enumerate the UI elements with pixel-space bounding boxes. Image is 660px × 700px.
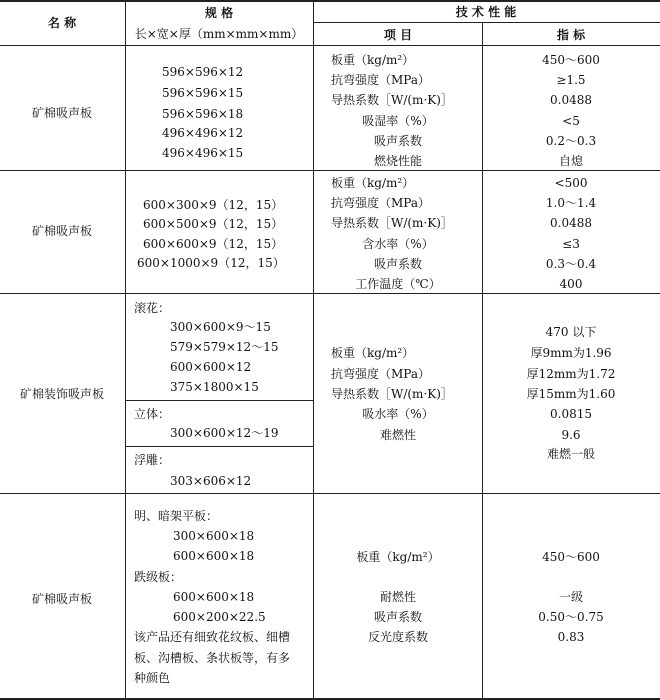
- group-1-value-2: ≥1.5: [556, 73, 586, 87]
- group-1-item-1: 板重（kg/m²）: [331, 53, 415, 67]
- group-3-section-3-label: 浮雕：: [134, 453, 171, 467]
- group-1-spec-2: 596×596×15: [162, 86, 244, 100]
- group-4-value-3: 0.50～0.75: [538, 610, 604, 624]
- group-1-item-6: 燃烧性能: [373, 154, 423, 168]
- group-3-section-2-label: 立体：: [134, 407, 171, 421]
- group-4-note-line-2: 板、沟槽板、条状板等，有多: [134, 651, 291, 665]
- group-3-value-2: 厚9mm为1.96: [530, 346, 612, 360]
- group-1-value-3: 0.0488: [550, 93, 592, 107]
- group-2-item-4: 含水率（%）: [362, 237, 434, 251]
- group-3-spec-4: 375×1800×15: [170, 380, 259, 394]
- rule-group-3-bottom: [0, 493, 660, 494]
- group-1-item-5: 吸声系数: [373, 134, 423, 148]
- group-2-item-2: 抗弯强度（MPa）: [331, 196, 430, 210]
- group-1-value-4: <5: [562, 114, 580, 128]
- group-3-item-4: 吸水率（%）: [362, 407, 434, 421]
- group-1-item-3: 导热系数［W/(m·K)］: [331, 93, 453, 107]
- rule-header-bottom: [0, 45, 660, 46]
- rule-col-1: [125, 0, 126, 700]
- group-2-value-6: 400: [559, 277, 583, 291]
- rule-sub-2: [125, 446, 313, 447]
- group-3-item-1: 板重（kg/m²）: [331, 346, 415, 360]
- group-2-item-1: 板重（kg/m²）: [331, 176, 415, 190]
- group-1-spec-5: 496×496×15: [162, 146, 244, 160]
- group-2-value-4: ≤3: [562, 237, 580, 251]
- group-4-spec-4: 600×200×22.5: [173, 610, 266, 624]
- group-4-section-2-label: 跌级板：: [134, 570, 183, 584]
- group-4-note-line-1: 该产品还有细致花纹板、细槽: [134, 630, 291, 644]
- group-3-value-7: 难燃一般: [546, 447, 596, 461]
- group-4-spec-1: 300×600×18: [173, 529, 255, 543]
- group-3-spec-5: 300×600×12～19: [170, 426, 279, 440]
- group-3-value-5: 0.0815: [550, 407, 592, 421]
- group-3-value-4: 厚15mm为1.60: [526, 387, 616, 401]
- group-4-value-2: 一级: [558, 590, 584, 604]
- group-2-value-3: 0.0488: [550, 216, 592, 230]
- group-4-item-3: 吸声系数: [373, 610, 423, 624]
- group-2-item-6: 工作温度（℃）: [355, 277, 441, 291]
- group-3-spec-1: 300×600×9～15: [170, 320, 271, 334]
- group-2-item-5: 吸声系数: [373, 257, 423, 271]
- group-1-value-6: 自熄: [558, 154, 584, 168]
- rule-group-2-bottom: [0, 293, 660, 294]
- group-1-spec-1: 596×596×12: [162, 65, 244, 79]
- group-2-value-1: <500: [554, 176, 588, 190]
- group-4-item-2: 耐燃性: [379, 590, 417, 604]
- group-3-item-2: 抗弯强度（MPa）: [331, 367, 430, 381]
- group-4-value-4: 0.83: [557, 630, 585, 644]
- group-1-value-1: 450～600: [542, 53, 600, 67]
- group-2-name: 矿棉吸声板: [31, 224, 93, 238]
- group-3-value-1: 470 以下: [545, 325, 597, 339]
- group-3-section-1-label: 滚花：: [134, 301, 171, 315]
- rule-group-1-bottom: [0, 170, 660, 171]
- group-4-section-1-label: 明、暗架平板：: [134, 509, 219, 523]
- group-2-value-2: 1.0～1.4: [545, 196, 597, 210]
- group-1-item-2: 抗弯强度（MPa）: [331, 73, 430, 87]
- header-spec: 规 格: [204, 6, 234, 20]
- group-4-item-1: 板重（kg/m²）: [356, 550, 440, 564]
- group-4-name: 矿棉吸声板: [31, 592, 93, 606]
- group-1-name: 矿棉吸声板: [31, 106, 93, 120]
- header-tech: 技 术 性 能: [455, 5, 517, 19]
- group-3-item-3: 导热系数［W/(m·K)］: [331, 387, 453, 401]
- group-2-item-3: 导热系数［W/(m·K)］: [331, 216, 453, 230]
- group-2-spec-3: 600×600×9（12，15）: [143, 237, 284, 251]
- rule-sub-1: [125, 400, 313, 401]
- group-3-name: 矿棉装饰吸声板: [19, 387, 105, 401]
- header-item: 项 目: [383, 28, 413, 42]
- group-1-spec-3: 596×596×18: [162, 107, 244, 121]
- header-index: 指 标: [556, 28, 586, 42]
- group-1-item-4: 吸湿率（%）: [362, 114, 434, 128]
- rule-col-2: [313, 0, 314, 700]
- group-4-item-4: 反光度系数: [367, 630, 429, 644]
- group-4-spec-3: 600×600×18: [173, 590, 255, 604]
- rule-col-3: [482, 22, 483, 700]
- group-4-note-line-3: 种颜色: [134, 671, 171, 685]
- group-2-spec-4: 600×1000×9（12，15）: [137, 256, 285, 270]
- group-1-value-5: 0.2～0.3: [545, 134, 597, 148]
- group-4-spec-2: 600×600×18: [173, 549, 255, 563]
- group-3-value-6: 9.6: [561, 428, 581, 442]
- group-3-spec-2: 579×579×12～15: [170, 340, 279, 354]
- group-4-value-1: 450～600: [542, 550, 600, 564]
- group-3-value-3: 厚12mm为1.72: [526, 367, 616, 381]
- header-name: 名 称: [47, 16, 77, 30]
- group-2-spec-2: 600×500×9（12，15）: [143, 217, 284, 231]
- header-spec-sub: 长×宽×厚（mm×mm×mm）: [134, 27, 304, 41]
- group-3-spec-6: 303×606×12: [170, 474, 252, 488]
- group-1-spec-4: 496×496×12: [162, 126, 244, 140]
- group-2-value-5: 0.3～0.4: [545, 257, 597, 271]
- rule-header-mid: [313, 22, 660, 23]
- group-3-spec-3: 600×600×12: [170, 360, 252, 374]
- group-3-item-5: 难燃性: [379, 428, 417, 442]
- rule-top: [0, 0, 660, 2]
- group-2-spec-1: 600×300×9（12，15）: [143, 198, 284, 212]
